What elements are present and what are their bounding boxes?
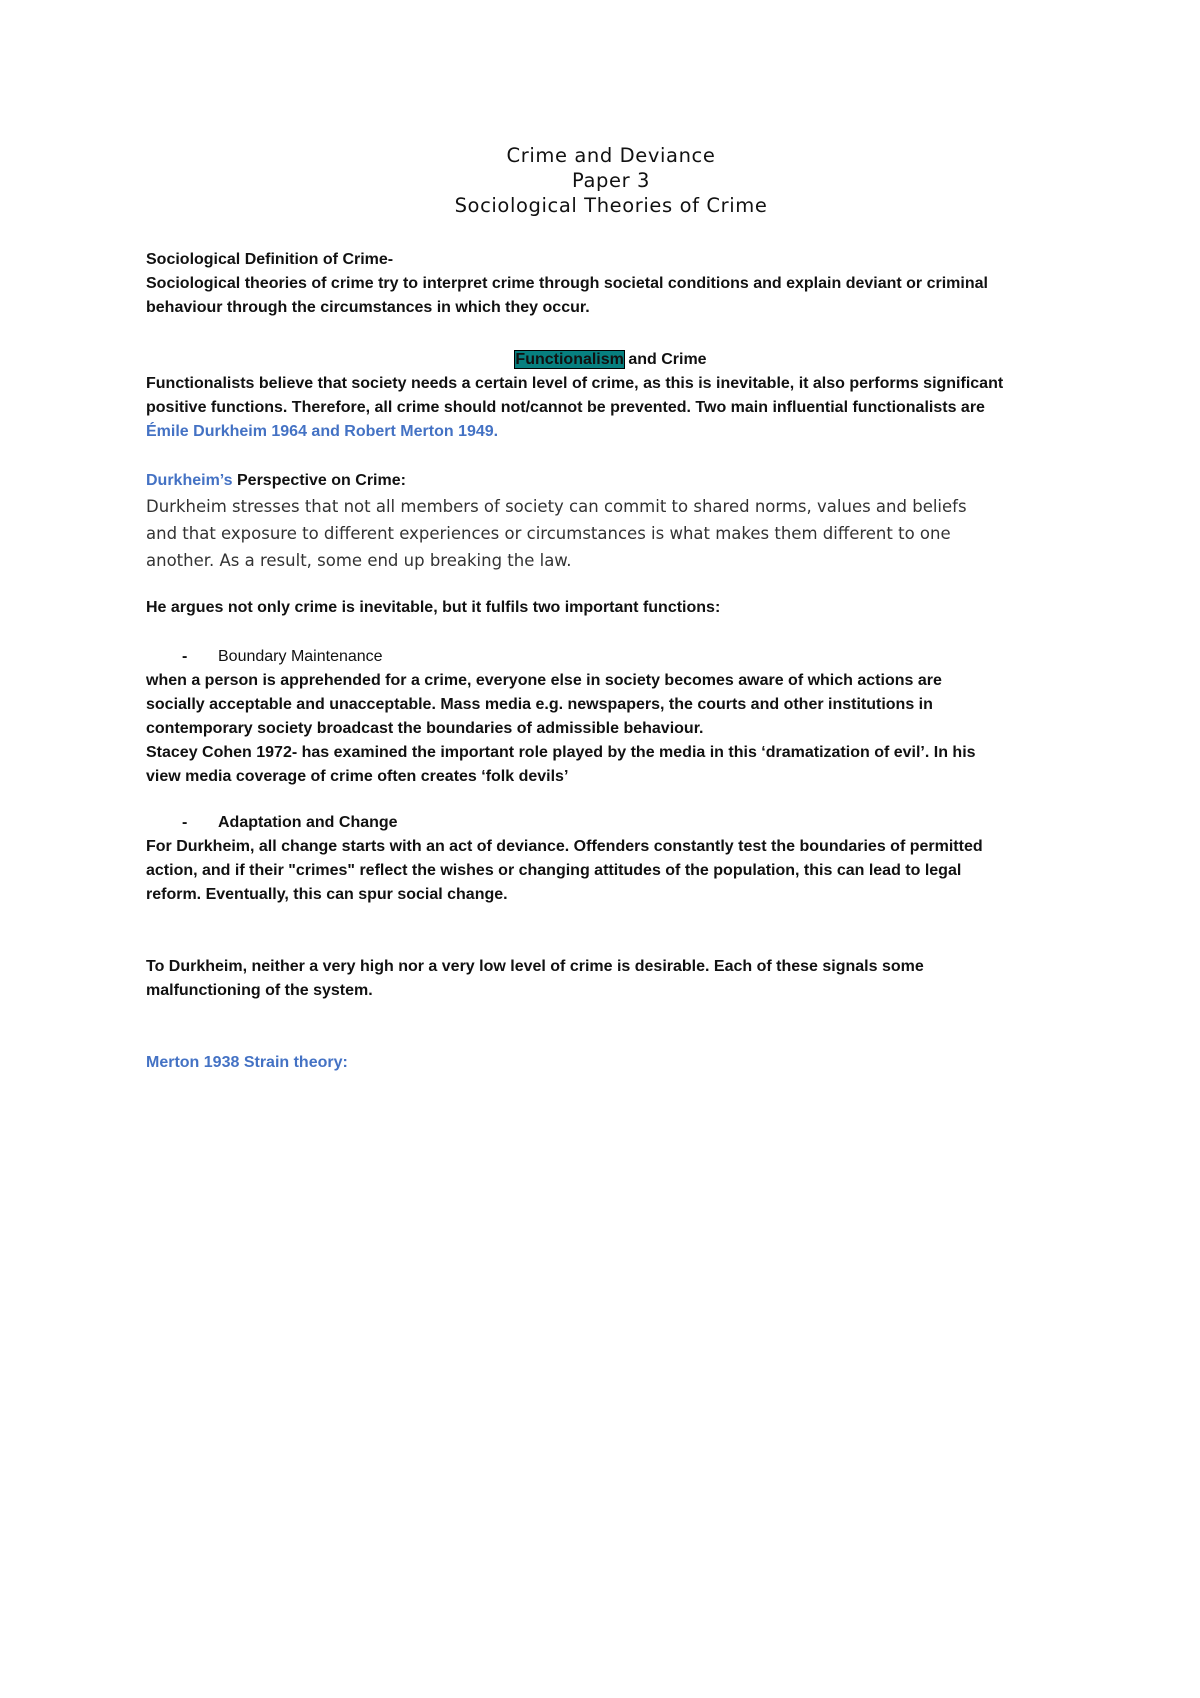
boundary-list-item <box>182 645 1076 669</box>
conclusion-line-2: malfunctioning of the system. <box>146 982 373 999</box>
durkheim-line-2: and that exposure to different experiences or circumstances is what makes them different to one <box>146 524 951 543</box>
merton-section <box>146 1051 1076 1075</box>
functionalism-line-1: Functionalists believe that society needs a certain level of crime, as this is inevitable, it also performs significant <box>146 375 1004 392</box>
title-line-3: Sociological Theories of Crime <box>454 194 768 217</box>
definition-section <box>146 248 1076 320</box>
functionalism-line-2: positive functions. Therefore, all crime should not/cannot be prevented. Two main influential functionalists are <box>146 399 985 416</box>
title-line-2: Paper 3 <box>571 169 651 192</box>
boundary-label: Boundary Maintenance <box>218 648 383 665</box>
definition-line-2: behaviour through the circumstances in which they occur. <box>146 299 590 316</box>
theorists-link-text: Émile Durkheim 1964 and Robert Merton 1949 <box>146 423 494 440</box>
functions-intro: He argues not only crime is inevitable, but it fulfils two important functions: <box>146 599 721 616</box>
adaptation-label: Adaptation and Change <box>218 814 398 831</box>
title-block <box>146 143 1076 218</box>
boundary-dash: - <box>182 648 188 665</box>
adaptation-line-3: reform. Eventually, this can spur social change. <box>146 886 508 903</box>
durkheim-line-3: another. As a result, some end up breaking the law. <box>146 551 572 570</box>
functionalism-section <box>146 348 1076 444</box>
functions-intro-section <box>146 596 1076 620</box>
durkheim-section <box>146 469 1076 574</box>
functionalism-heading <box>146 348 1076 372</box>
boundary-line-4: Stacey Cohen 1972- has examined the important role played by the media in this ‘dramatization of evil’. In his <box>146 744 976 761</box>
adaptation-dash: - <box>182 814 188 831</box>
conclusion-section <box>146 955 1076 1003</box>
boundary-line-1: when a person is apprehended for a crime, everyone else in society becomes aware of which actions are <box>146 672 942 689</box>
title-line-1: Crime and Deviance <box>506 144 716 167</box>
adaptation-line-2: action, and if their "crimes" reflect the wishes or changing attitudes of the population, this can lead to legal <box>146 862 962 879</box>
boundary-line-2: socially acceptable and unacceptable. Mass media e.g. newspapers, the courts and other institutions in <box>146 696 933 713</box>
merton-heading: Merton 1938 Strain theory: <box>146 1054 348 1071</box>
definition-line-1: Sociological theories of crime try to interpret crime through societal conditions and explain deviant or criminal <box>146 275 988 292</box>
adaptation-list-item <box>182 811 1076 835</box>
conclusion-line-1: To Durkheim, neither a very high nor a very low level of crime is desirable. Each of these signals some <box>146 958 924 975</box>
functionalism-heading-rest: and Crime <box>623 351 707 368</box>
boundary-section <box>146 645 1076 789</box>
durkheim-heading-rest: Perspective on Crime: <box>232 472 406 489</box>
definition-heading: Sociological Definition of Crime- <box>146 251 394 268</box>
theorists-period: . <box>493 423 499 440</box>
functionalism-highlight: Functionalism <box>515 351 624 368</box>
durkheim-heading <box>146 469 1076 493</box>
boundary-line-3: contemporary society broadcast the boundaries of admissible behaviour. <box>146 720 704 737</box>
functionalism-line-3 <box>146 420 1076 444</box>
document-content <box>146 143 1076 1075</box>
adaptation-section <box>146 811 1076 907</box>
adaptation-line-1: For Durkheim, all change starts with an act of deviance. Offenders constantly test the boundaries of permitted <box>146 838 983 855</box>
durkheim-name: Durkheim’s <box>146 472 233 489</box>
boundary-line-5: view media coverage of crime often creates ‘folk devils’ <box>146 768 569 785</box>
durkheim-line-1: Durkheim stresses that not all members of society can commit to shared norms, values and beliefs <box>146 497 967 516</box>
